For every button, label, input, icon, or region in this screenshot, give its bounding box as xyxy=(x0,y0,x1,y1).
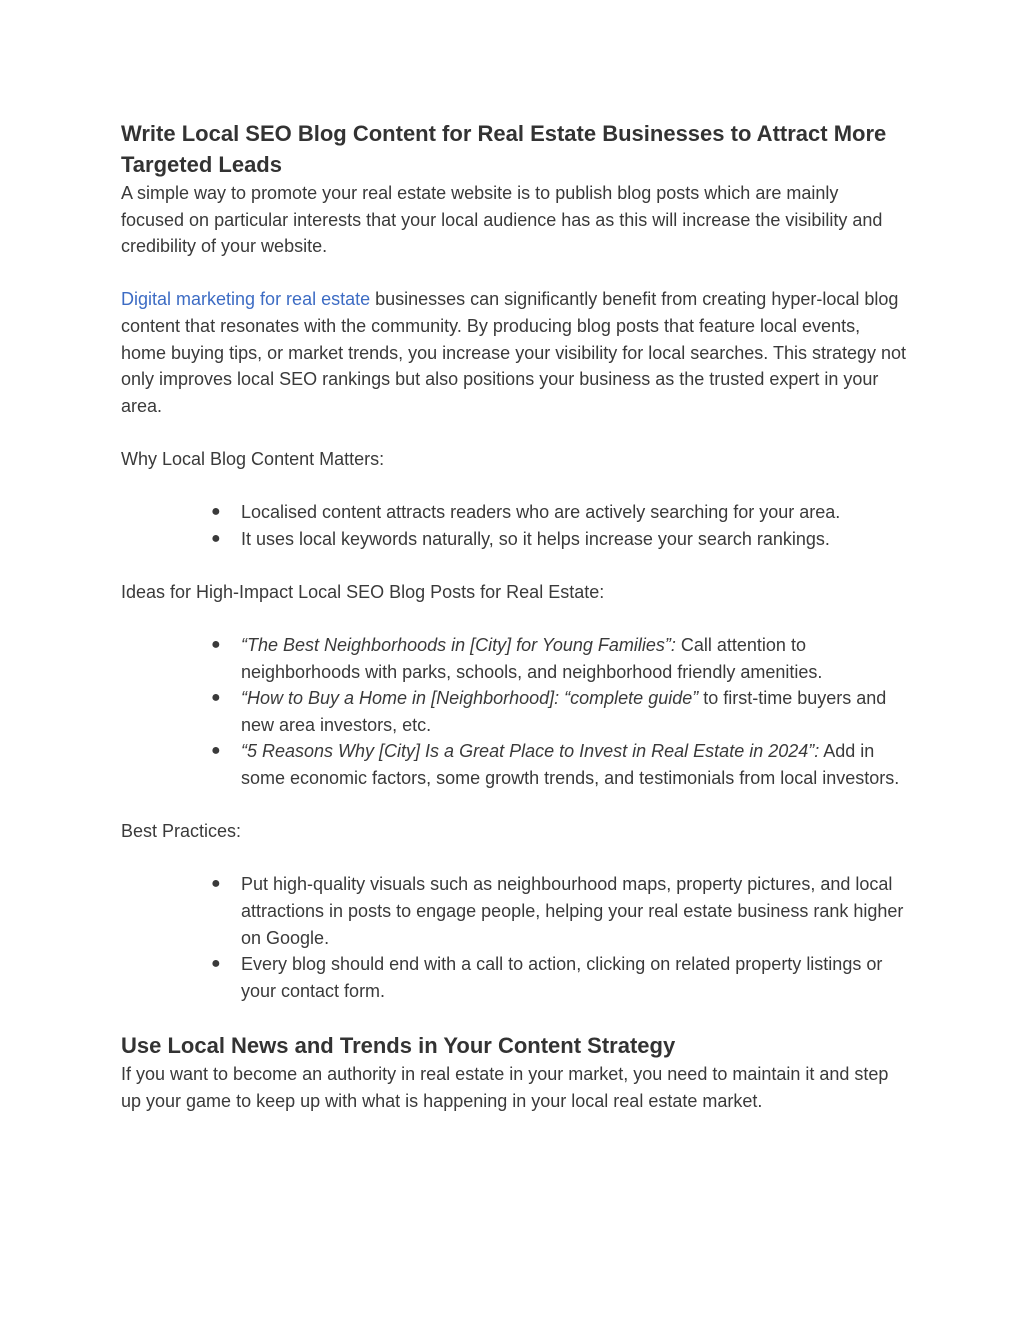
list-item-text: Call attention to neighborhoods with parks, schools, and neighborhood friendly amenities. xyxy=(241,635,823,682)
list-item xyxy=(211,526,906,553)
list-item-text: Add in some economic factors, some growth trends, and testimonials from local investors. xyxy=(241,741,900,789)
list-item-text: Every blog should end with a call to action, clicking on related property listings or your contact form. xyxy=(241,954,883,1001)
idea-title: “The Best Neighborhoods in [City] for Young Families”: xyxy=(241,635,676,656)
document-page xyxy=(121,118,906,1115)
list-item xyxy=(211,738,906,791)
bullet-icon: ● xyxy=(211,875,221,893)
spacer xyxy=(121,606,906,633)
idea-title: “5 Reasons Why [City] Is a Great Place to Invest in Real Estate in 2024”: xyxy=(241,741,820,762)
bullet-icon: ● xyxy=(211,955,221,973)
list-item-text: Localised content attracts readers who are actively searching for your area. xyxy=(241,502,841,523)
spacer xyxy=(121,792,906,819)
best-practices-list xyxy=(121,871,906,1004)
ideas-label: Ideas for High-Impact Local SEO Blog Posts for Real Estate: xyxy=(121,581,605,602)
bullet-icon: ● xyxy=(211,503,221,521)
section-heading: Write Local SEO Blog Content for Real Estate Businesses to Attract More Targeted Leads xyxy=(121,121,887,177)
bullet-icon: ● xyxy=(211,689,221,707)
why-label: Why Local Blog Content Matters: xyxy=(121,448,385,469)
spacer xyxy=(121,552,906,579)
list-item-text: to first-time buyers and new area investors, etc. xyxy=(241,688,887,735)
section-heading: Use Local News and Trends in Your Content Strategy xyxy=(121,1033,676,1059)
intro-paragraph: A simple way to promote your real estate website is to publish blog posts which are mainly focused on particular interests that your local audience has as this will increase the visibility and credibility of your website. xyxy=(121,183,883,257)
list-item xyxy=(211,685,906,738)
spacer xyxy=(121,473,906,500)
list-item xyxy=(211,499,906,526)
list-item-text: It uses local keywords naturally, so it helps increase your search rankings. xyxy=(241,528,830,549)
spacer xyxy=(121,260,906,287)
intro-paragraph: If you want to become an authority in real estate in your market, you need to maintain it and step up your game to keep up with what is happening in your local real estate market. xyxy=(121,1064,889,1111)
why-list xyxy=(121,499,906,552)
spacer xyxy=(121,845,906,872)
list-item-text: Put high-quality visuals such as neighbourhood maps, property pictures, and local attractions in posts to engage people, helping your real estate business rank higher on Google. xyxy=(241,874,904,948)
idea-title: “How to Buy a Home in [Neighborhood]: “complete guide” xyxy=(241,688,699,709)
ideas-list xyxy=(121,632,906,792)
bullet-icon: ● xyxy=(211,529,221,547)
digital-marketing-link[interactable]: Digital marketing for real estate xyxy=(121,289,371,310)
paragraph-text: businesses can significantly benefit from creating hyper-local blog content that resonates with the community. By producing blog posts that feature local events, home buying tips, or market trends, you increase your visibility for local searches. This strategy not only improves local SEO rankings but also positions your business as the trusted expert in your area. xyxy=(121,289,907,416)
list-item xyxy=(211,632,906,685)
bullet-icon: ● xyxy=(211,636,221,654)
list-item xyxy=(211,951,906,1004)
spacer xyxy=(121,419,906,446)
best-practices-label: Best Practices: xyxy=(121,821,242,842)
digital-marketing-paragraph xyxy=(121,286,906,419)
list-item xyxy=(211,871,906,951)
bullet-icon: ● xyxy=(211,742,221,760)
